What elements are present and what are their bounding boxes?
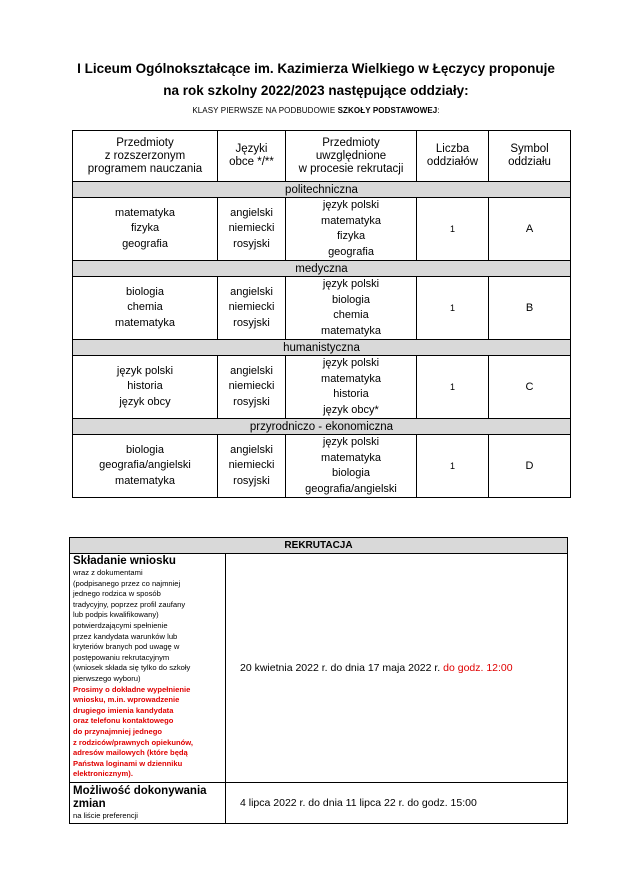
changes-date: 4 lipca 2022 r. do dnia 11 lipca 22 r. do godz. 15:00 — [226, 782, 568, 824]
extended-subjects: język polski historia język obcy — [73, 356, 218, 419]
classes-subtitle: KLASY PIERWSZE NA PODBUDOWIE SZKOŁY PODSTAWOWEJ: — [192, 106, 440, 115]
languages: angielski niemiecki rosyjski — [218, 356, 286, 419]
section-przyrodniczo-ekonomiczna: przyrodniczo - ekonomiczna — [73, 419, 571, 435]
table-row — [73, 277, 571, 340]
languages: angielski niemiecki rosyjski — [218, 277, 286, 340]
class-count: 1 — [417, 356, 489, 419]
extended-subjects: biologia chemia matematyka — [73, 277, 218, 340]
table-row — [73, 435, 571, 498]
extended-subjects: matematyka fizyka geografia — [73, 198, 218, 261]
changes-label-cell: Możliwość dokonywania zmian na liście preferencji — [70, 782, 226, 824]
col-header-recruitment: Przedmioty uwzględnione w procesie rekrutacji — [286, 131, 417, 182]
application-label: Składanie wniosku — [73, 555, 176, 567]
application-notice: Prosimy o dokładne wypełnienie — [73, 684, 191, 694]
languages: angielski niemiecki rosyjski — [218, 198, 286, 261]
changes-label: Możliwość dokonywania — [73, 784, 207, 797]
class-symbol: B — [489, 277, 571, 340]
recruitment-subjects: język polski matematyka historia język obcy* — [286, 356, 417, 419]
recruitment-subjects: język polski matematyka fizyka geografia — [286, 198, 417, 261]
col-header-extended: Przedmioty z rozszerzonym programem nauczania — [73, 131, 218, 182]
table-row — [73, 198, 571, 261]
class-count: 1 — [417, 198, 489, 261]
application-date: 20 kwietnia 2022 r. do dnia 17 maja 2022 r. do godz. 12:00 — [226, 554, 568, 783]
table-row — [73, 356, 571, 419]
col-header-count: Liczba oddziałów — [417, 131, 489, 182]
application-deadline-time: do godz. 12:00 — [443, 661, 513, 674]
recruitment-table — [69, 537, 568, 824]
recruitment-subjects: język polski matematyka biologia geografia/angielski — [286, 435, 417, 498]
class-symbol: A — [489, 198, 571, 261]
col-header-symbol: Symbol oddziału — [489, 131, 571, 182]
classes-table — [72, 130, 571, 498]
classes-header-row — [73, 131, 571, 182]
class-symbol: C — [489, 356, 571, 419]
class-count: 1 — [417, 435, 489, 498]
class-count: 1 — [417, 277, 489, 340]
section-medyczna: medyczna — [73, 261, 571, 277]
table-row — [70, 554, 568, 783]
col-header-languages: Języki obce */** — [218, 131, 286, 182]
title-line-2: na rok szkolny 2022/2023 następujące oddziały: — [163, 83, 469, 98]
document-title — [0, 58, 632, 102]
table-row — [70, 782, 568, 824]
recruitment-subjects: język polski biologia chemia matematyka — [286, 277, 417, 340]
section-humanistyczna: humanistyczna — [73, 340, 571, 356]
class-symbol: D — [489, 435, 571, 498]
application-label-cell: Składanie wniosku wraz z dokumentami (podpisanego przez co najmniej jednego rodzica w sposób tradycyjny, poprzez profil zaufany lub podpis kwalifikowany) potwierdzającymi spełnienie przez kandydata warunków lub kryteriów branych pod uwagę w postępowaniu rekrutacyjnym (wniosek składa się tylko do szkoły pierwszego wyboru) Prosimy o dokładne wypełnienie wniosku, m.in. wprowadzenie drugiego imienia kandydata oraz telefonu kontaktowego do przynajmniej jednego z rodziców/prawnych opiekunów, adresów mailowych (które będą Państwa loginami w dzienniku elektronicznym). — [70, 554, 226, 783]
languages: angielski niemiecki rosyjski — [218, 435, 286, 498]
title-line-1: I Liceum Ogólnokształcące im. Kazimierza Wielkiego w Łęczycy proponuje — [77, 61, 555, 76]
section-politechniczna: politechniczna — [73, 182, 571, 198]
extended-subjects: biologia geografia/angielski matematyka — [73, 435, 218, 498]
recruitment-header: REKRUTACJA — [70, 538, 568, 554]
